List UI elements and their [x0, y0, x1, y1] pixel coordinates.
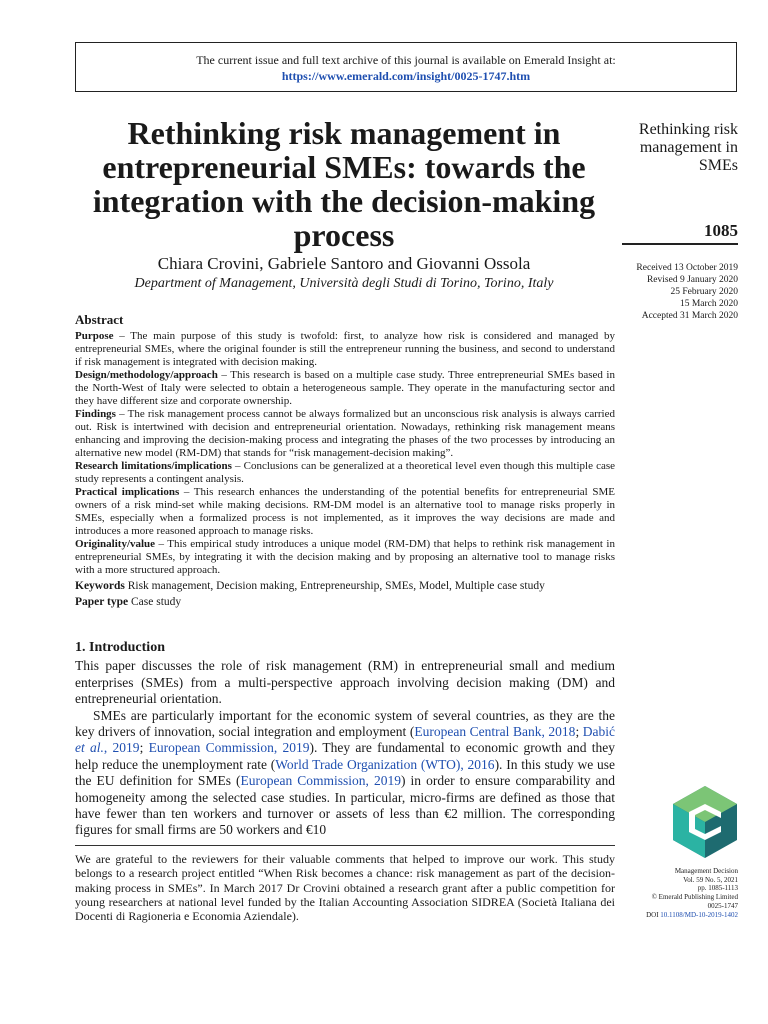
journal-doi: DOI 10.1108/MD-10-2019-1402: [646, 910, 738, 919]
intro-paragraph-1: This paper discusses the role of risk management (RM) in entrepreneurial small and medium enterprises (SMEs) from a multi-perspective approach involving decision making (DM) and entrepreneurial orientation.: [75, 658, 615, 707]
citation-link[interactable]: European Central Bank, 2018: [414, 724, 576, 740]
margin-rule: [622, 243, 738, 245]
journal-volume: Vol. 59 No. 5, 2021: [683, 875, 738, 884]
article-history: [600, 262, 738, 322]
abstract-originality: Originality/value – This empirical study introduces a unique model (RM-DM) that helps to rethink risk management in entrepreneurial SMEs, by integrating it with the decision making and by proposing an alternative tool to manage risks with a more structured approach.: [75, 538, 615, 576]
citation-link[interactable]: Dabić et al., 2019: [75, 724, 615, 756]
section-heading: 1. Introduction: [75, 640, 165, 655]
citation-link[interactable]: European Commission, 2019: [148, 740, 310, 756]
article-title: Rethinking risk management in entrepreneurial SMEs: towards the integration with the decision-making process: [92, 115, 596, 253]
journal-name: Management Decision: [674, 867, 738, 875]
authors: Chiara Crovini, Gabriele Santoro and Giovanni Ossola: [157, 254, 531, 273]
journal-info: [616, 867, 738, 919]
introduction-section: [75, 640, 615, 839]
intro-paragraph-2: SMEs are particularly important for the economic system of several countries, as they are the key drivers of innovation, social integration and employment (European Central Bank, 2018; Dabić et al., 2019; European Commission, 2019). They are fundamental to economic growth and they help reduce the unemployment rate (World Trade Organization (WTO), 2016). In this study we use the EU definition for SMEs (European Commission, 2019) in order to ensure comparability and homogeneity among the selected case studies. In particular, micro-firms are defined as those that have fewer than ten workers and turnover or assets of less than €2 million. The corresponding figures for small firms are 50 workers and €10: [75, 707, 615, 838]
footnote-rule: [75, 845, 615, 846]
access-notice-text: The current issue and full text archive of this journal is available on Emerald Insight at:: [196, 53, 616, 67]
citation-link[interactable]: World Trade Organization (WTO), 2016: [275, 756, 495, 772]
revised-date-3: 15 March 2020: [679, 299, 738, 309]
journal-issn: 0025-1747: [707, 901, 738, 910]
revised-date-2: 25 February 2020: [670, 287, 738, 297]
access-notice-box: [75, 42, 737, 92]
abstract-heading: Abstract: [75, 312, 124, 327]
journal-pages: pp. 1085-1113: [697, 884, 738, 893]
keywords: Keywords Risk management, Decision making, Entrepreneurship, SMEs, Model, Multiple case study: [75, 580, 545, 592]
running-head: Rethinking risk management in SMEs: [638, 121, 738, 174]
paper-type: Paper type Case study: [75, 596, 182, 608]
abstract-findings: Findings – The risk management process cannot be always formalized but an unconscious risk analysis is always carried out. Risk is intertwined with decision and entrepreneurial orientation. Nowadays, rethinking risk management means enhancing and improving the decision-making process and integrating the phases of the two processes by introducing an alternative new model (RM-DM) that stands for “risk management-decision making”.: [75, 408, 615, 459]
citation-link[interactable]: European Commission, 2019: [240, 773, 401, 789]
journal-publisher: © Emerald Publishing Limited: [651, 893, 738, 902]
revised-date: Revised 9 January 2020: [646, 275, 738, 285]
accepted-date: Accepted 31 March 2020: [641, 311, 738, 321]
abstract: [75, 313, 615, 609]
journal-archive-link[interactable]: https://www.emerald.com/insight/0025-1747.htm: [281, 69, 531, 83]
abstract-limitations: Research limitations/implications – Conclusions can be generalized at a theoretical level even though this multiple case study represents a contingent analysis.: [75, 460, 615, 485]
page-number: 1085: [704, 221, 738, 240]
received-date: Received 13 October 2019: [636, 263, 738, 273]
crossmark-logo-icon[interactable]: [667, 784, 743, 860]
acknowledgement-footnote: We are grateful to the reviewers for their valuable comments that helped to improve our work. This study belongs to a research project entitled “When Risk becomes a chance: risk management as part of the decision-making process in SMEs”. In March 2017 Dr Crovini obtained a research grant after a public competition for young researchers at national level funded by the Italian Accounting Association SIDREA (Società Italiana dei Docenti di Ragioneria e Economia Aziendale).: [75, 852, 615, 924]
abstract-design: Design/methodology/approach – This research is based on a multiple case study. Three entrepreneurial SMEs based in the North-West of Italy were selected to obtain a heterogeneous sample. They operate in the manufacturing sector and they have different size and corporate ownership.: [75, 369, 615, 407]
abstract-practical: Practical implications – This research enhances the understanding of the potential benefits for entrepreneurial SME owners of a risk mind-set while making decisions. RM-DM model is an alternative tool to manage risks properly in SMEs, especially when a formalized process is not implemented, as it improves the way decisions are made and introduces a more reasoned approach to manage risks.: [75, 486, 615, 537]
abstract-purpose: Purpose – The main purpose of this study is twofold: first, to analyze how risk is considered and managed by entrepreneurial SMEs, where the original founder is still the entrepreneur running the business, and second to understand if risk management is integrated with decision making.: [75, 330, 615, 368]
affiliation: Department of Management, Università degli Studi di Torino, Torino, Italy: [134, 276, 554, 291]
doi-link[interactable]: 10.1108/MD-10-2019-1402: [660, 910, 738, 919]
